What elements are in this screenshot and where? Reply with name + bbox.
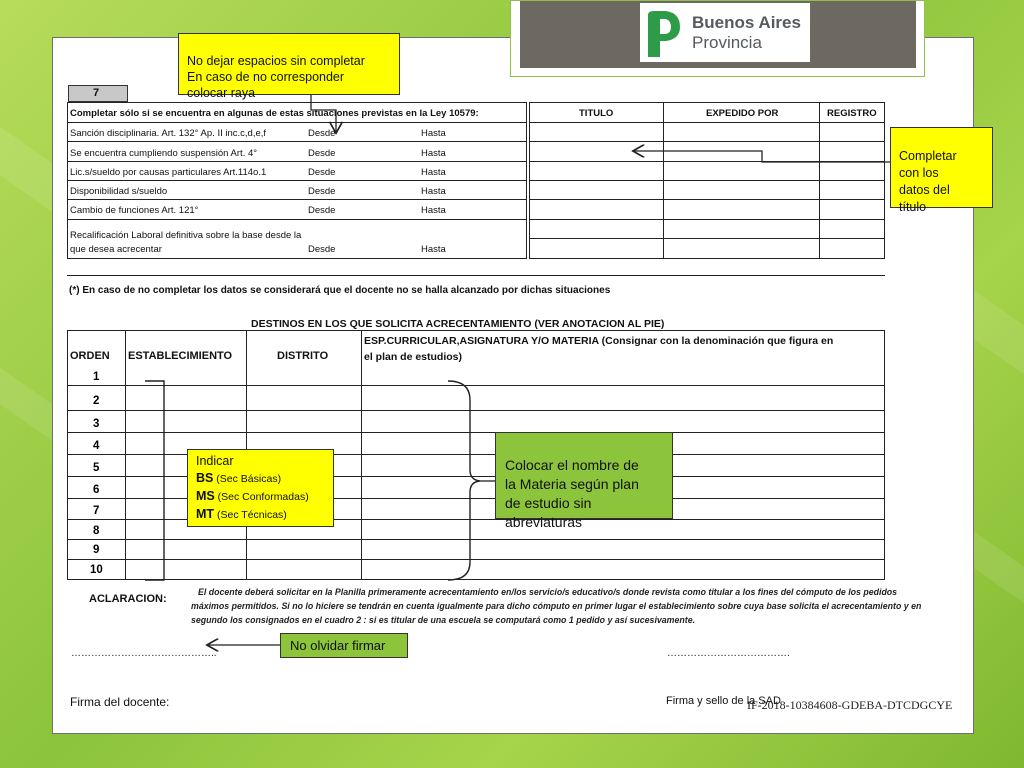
expedido-header: EXPEDIDO POR <box>706 108 779 119</box>
desde-label: Desde <box>308 244 336 255</box>
orden-number: 3 <box>93 418 100 430</box>
form-sheet <box>52 37 974 734</box>
indicar-title: Indicar <box>196 454 234 468</box>
signature-dots-right: ………………………………. <box>667 648 790 659</box>
callout-indicar <box>187 449 334 527</box>
situation-row: Cambio de funciones Art. 121° <box>70 205 199 216</box>
orden-number: 6 <box>93 484 100 496</box>
section-number-box <box>68 85 128 102</box>
bs-code: BS <box>196 471 214 485</box>
callout-firmar <box>280 633 408 658</box>
document-id: IF-2018-10384608-GDEBA-DTCDGCYE <box>747 698 953 712</box>
desde-label: Desde <box>308 167 336 178</box>
orden-number: 9 <box>93 544 100 556</box>
logo-subtitle: Provincia <box>692 33 762 52</box>
hasta-label: Hasta <box>421 167 446 178</box>
callout-no-espacios <box>178 33 400 100</box>
destinos-title: DESTINOS EN LOS QUE SOLICITA ACRECENTAMIENTO (VER ANOTACION AL PIE) <box>251 318 665 330</box>
titulo-header: TITULO <box>579 108 614 119</box>
callout-materia <box>495 432 673 530</box>
desde-label: Desde <box>308 205 336 216</box>
esp-header-line2: el plan de estudios) <box>364 351 463 363</box>
callout-datos-titulo <box>890 127 993 214</box>
situation-row: Lic.s/sueldo por causas particulares Art.114o.1 <box>70 167 267 178</box>
situation-row: Sanción disciplinaria. Art. 132° Ap. II inc.c,d,e,f <box>70 128 267 139</box>
bs-desc: (Sec Básicas) <box>213 473 282 485</box>
mt-code: MT <box>196 507 215 521</box>
situation-row: Disponibilidad s/sueldo <box>70 186 168 197</box>
situation-row: Se encuentra cumpliendo suspensión Art. 4° <box>70 148 258 159</box>
ms-desc: (Sec Conformadas) <box>214 491 309 503</box>
callout-materia-text: Colocar el nombre de la Materia según plan de estudio sin abreviaturas <box>505 457 639 530</box>
orden-number: 10 <box>90 564 103 576</box>
section-number: 7 <box>93 87 100 99</box>
orden-header: ORDEN <box>70 350 110 362</box>
logo-title: Buenos Aires <box>692 13 801 32</box>
firma-docente-label: Firma del docente: <box>70 695 170 709</box>
distrito-header: DISTRITO <box>277 350 329 362</box>
desde-label: Desde <box>308 128 336 139</box>
hasta-label: Hasta <box>421 244 446 255</box>
situation-row: que desea acrecentar <box>70 244 162 255</box>
hasta-label: Hasta <box>421 148 446 159</box>
aclaracion-line: segundo los consignados en el cuadro 2 : si es titular de una escuela se computará como 1 pedido y así sucesivamente. <box>191 615 696 625</box>
province-logo-icon <box>646 9 684 59</box>
situation-row: Recalificación Laboral definitiva sobre la base desde la <box>70 230 302 241</box>
establecimiento-header: ESTABLECIMIENTO <box>128 350 233 362</box>
logo-banner <box>510 0 925 77</box>
orden-number: 5 <box>93 462 100 474</box>
orden-number: 8 <box>93 525 100 537</box>
note-text: (*) En caso de no completar los datos se considerará que el docente no se halla alcanzado por dichas situaciones <box>69 285 611 296</box>
orden-number: 4 <box>93 440 100 452</box>
orden-number: 7 <box>93 505 100 517</box>
situations-header: Completar sólo si se encuentra en algunas de estas situaciones previstas en la Ley 10579: <box>70 108 479 119</box>
callout-datos-titulo-text: Completar con los datos del título <box>899 149 957 214</box>
esp-header-line1: ESP.CURRICULAR,ASIGNATURA Y/O MATERIA (Consignar con la denominación que figura en <box>364 335 834 347</box>
callout-firmar-text: No olvidar firmar <box>290 638 386 653</box>
callout-no-espacios-text: No dejar espacios sin completar En caso de no corresponder colocar raya <box>187 54 365 100</box>
desde-label: Desde <box>308 148 336 159</box>
ms-code: MS <box>196 489 215 503</box>
desde-label: Desde <box>308 186 336 197</box>
orden-number: 2 <box>93 395 100 407</box>
aclaracion-label: ACLARACION: <box>89 593 167 605</box>
hasta-label: Hasta <box>421 128 446 139</box>
aclaracion-line: máximos permitidos. Si no lo hiciere se tendrán en cuenta igualmente para dicho cómputo en primer lugar el establecimiento sobre cuya base solicita el acrecentamiento y en <box>191 601 922 611</box>
mt-desc: (Sec Técnicas) <box>214 509 287 521</box>
firma-sad-label: Firma y sello de la SAD <box>666 695 781 707</box>
hasta-label: Hasta <box>421 205 446 216</box>
hasta-label: Hasta <box>421 186 446 197</box>
orden-number: 1 <box>93 371 100 383</box>
signature-dots-left: …………………………………….. <box>71 648 217 659</box>
aclaracion-line: El docente deberá solicitar en la Planilla primeramente acrecentamiento en/los servicio/s educativo/s donde revista como titular a los fines del cómputo de los pedidos <box>198 587 898 597</box>
registro-header: REGISTRO <box>827 108 877 119</box>
